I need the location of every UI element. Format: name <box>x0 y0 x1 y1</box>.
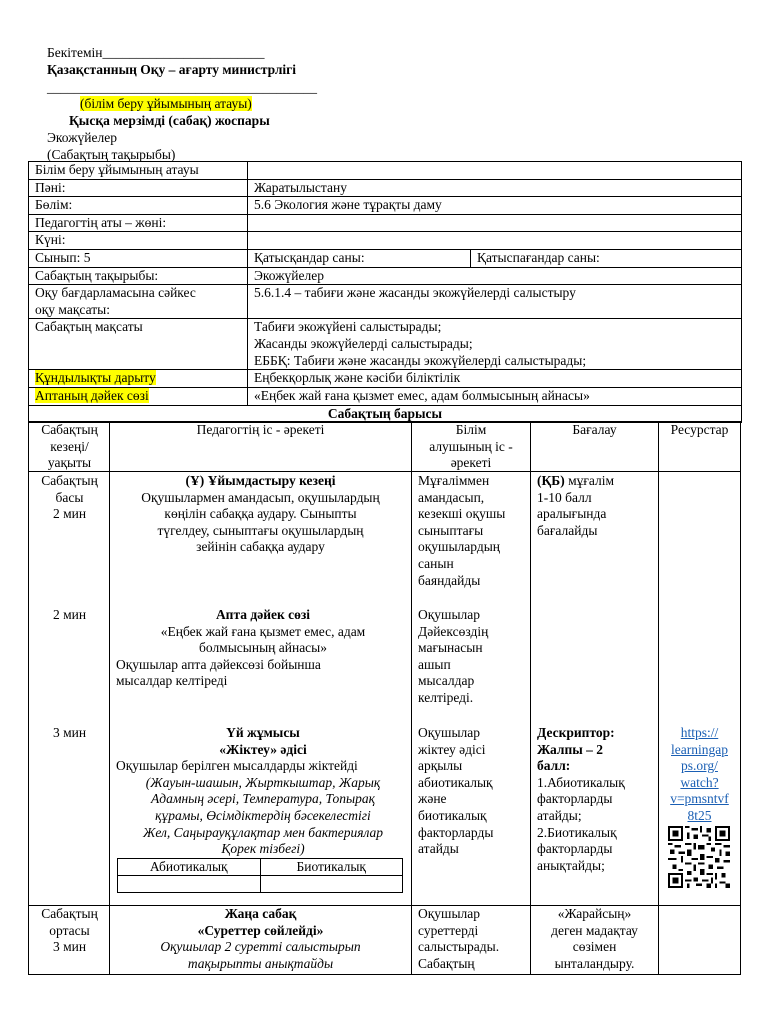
qr-code-icon[interactable] <box>667 826 731 888</box>
values-label: Құндылықты дарыту <box>29 370 248 388</box>
lesson-info-table <box>28 161 742 423</box>
table-row <box>29 162 742 180</box>
table-row <box>29 197 742 215</box>
formative-assessment: (ҚБ) мұғалім 1-10 балл аралығында бағалайды <box>537 473 615 538</box>
teacher-value <box>248 214 742 232</box>
plan-title: Қысқа мерзімді (сабақ) жоспары <box>69 113 270 128</box>
biotic-cell[interactable] <box>260 876 403 893</box>
quote-time: 2 мин <box>52 607 87 622</box>
resource-link[interactable]: https:// learningap ps.org/ watch? v=pmsntvf 8t25 <box>670 725 729 823</box>
abiotic-header: Абиотикалық <box>118 859 261 876</box>
subject-value: Жаратылыстану <box>248 179 742 197</box>
homework-block: Үй жұмысы «Жіктеу» әдісі Оқушылар берілген мысалдарды жіктейді (Жауын-шашын, Жырткыштар, Жарық Адамның әсері, Температура, Топырақ құрамы, Өсімдіктердің бәсекелестігі Жел, Саңырауқұлақтар мен бактериялар Қорек тізбегі) <box>116 725 384 857</box>
organizing-stage: (Ұ) Ұйымдастыру кезеңі Оқушылармен амандасып, оқушылардың көңілін сабаққа аудару. Сыныпты түгелдеу, сыныптағы оқушылардың зейінін сабаққа аудару <box>141 473 380 555</box>
table-row <box>29 387 742 405</box>
absent-label: Қатыспағандар саны: <box>471 249 742 267</box>
middle-stage-label: Сабақтың ортасы 3 мин <box>41 906 98 955</box>
teacher-label: Педагогтің аты – жөні: <box>29 214 248 232</box>
table-row <box>29 179 742 197</box>
section-value: 5.6 Экология және тұрақты даму <box>248 197 742 215</box>
student-column-header: Білім алушының іс - әрекеті <box>429 422 513 471</box>
org-value <box>248 162 742 180</box>
table-row <box>29 232 742 250</box>
start-stage-label: Сабақтың басы 2 мин <box>41 473 98 522</box>
org-label: Білім беру ұйымының атауы <box>29 162 248 180</box>
goal-value <box>248 319 742 370</box>
student-greeting: Мұғаліммен амандасып, кезекші оқушы сыныптағы оқушылардың санын баяндайды <box>418 473 506 588</box>
table-row <box>29 267 742 285</box>
ministry-name: Қазақстанның Оқу – ағарту министрлігі <box>47 62 297 77</box>
date-value <box>248 232 742 250</box>
student-quote-activity: Оқушылар Дәйексөздің мағынасын ашып мысалдар келтіреді. <box>418 607 489 705</box>
goal-line: ЕББҚ: Табиғи және жасанды экожүйелерді салыстырады; <box>254 352 587 368</box>
descriptor-block: Дескриптор: Жалпы – 2 балл: 1.Абиотикалық факторларды атайды; 2.Биотикалық факторларды анықтайды; <box>537 725 625 873</box>
table-row <box>29 214 742 232</box>
date-label: Күні: <box>29 232 248 250</box>
progress-title: Сабақтың барысы <box>29 405 742 423</box>
objective-label-line: оқу мақсаты: <box>35 301 110 317</box>
objective-value: 5.6.1.4 – табиғи және жасанды экожүйелерді салыстыру <box>248 285 742 319</box>
organization-note: (білім беру ұйымының атауы) <box>80 96 252 111</box>
table-row <box>118 876 403 893</box>
stage-column-header: Сабақтың кезеңі/ уақыты <box>41 422 98 471</box>
objective-label <box>29 285 248 319</box>
goal-line: Табиғи экожүйені салыстырады; <box>254 319 442 335</box>
present-label: Қатысқандар саны: <box>248 249 471 267</box>
quote-label: Аптаның дәйек сөзі <box>29 387 248 405</box>
values-value: Еңбекқорлық және кәсіби біліктілік <box>248 370 742 388</box>
biotic-header: Биотикалық <box>260 859 403 876</box>
subject-label: Пәні: <box>29 179 248 197</box>
lesson-topic: Экожүйелер <box>47 130 117 145</box>
new-lesson-block: Жаңа сабақ «Суреттер сөйлейді» Оқушылар 2 суретті салыстырып тақырыпты анықтайды <box>160 906 361 971</box>
week-quote-block: Апта дәйек сөзі «Еңбек жай ғана қызмет емес, адам болмысының айнасы» Оқушылар апта дәйексөзі бойынша мысалдар келтіреді <box>116 607 366 689</box>
quote-value: «Еңбек жай ғана қызмет емес, адам болмысының айнасы» <box>248 387 742 405</box>
classification-table <box>117 858 403 893</box>
assessment-column-header: Бағалау <box>572 422 617 437</box>
topic-value: Экожүйелер <box>248 267 742 285</box>
student-classification-activity: Оқушылар жіктеу әдісі арқылы абиотикалық және биотикалық факторларды атайды <box>418 725 494 857</box>
resources-column-header: Ресурстар <box>670 422 729 437</box>
table-row <box>29 319 742 370</box>
table-row <box>29 370 742 388</box>
objective-label-line: Оқу бағдарламасына сәйкес <box>35 285 196 301</box>
grade-label: Сынып: 5 <box>29 249 248 267</box>
table-row <box>29 249 742 267</box>
table-row <box>29 285 742 319</box>
lesson-topic-note: (Сабақтың тақырыбы) <box>47 147 176 162</box>
goal-label: Сабақтың мақсаты <box>29 319 248 370</box>
table-row <box>118 859 403 876</box>
section-label: Бөлім: <box>29 197 248 215</box>
approval-line: Бекітемін________________________ <box>47 45 265 60</box>
student-compare-activity: Оқушылар суреттерді салыстырады. Сабақтың <box>418 906 500 971</box>
praise-assessment: «Жарайсың» деген мадақтау сөзімен ынталандыру. <box>551 906 638 971</box>
teacher-column-header: Педагогтің іс - әрекеті <box>196 422 325 437</box>
topic-label: Сабақтың тақырыбы: <box>29 267 248 285</box>
goal-line: Жасанды экожүйелерді салыстырады; <box>254 335 473 351</box>
table-row <box>29 405 742 423</box>
abiotic-cell[interactable] <box>118 876 261 893</box>
homework-time: 3 мин <box>52 725 87 740</box>
organization-line: ________________________________________ <box>47 80 317 95</box>
